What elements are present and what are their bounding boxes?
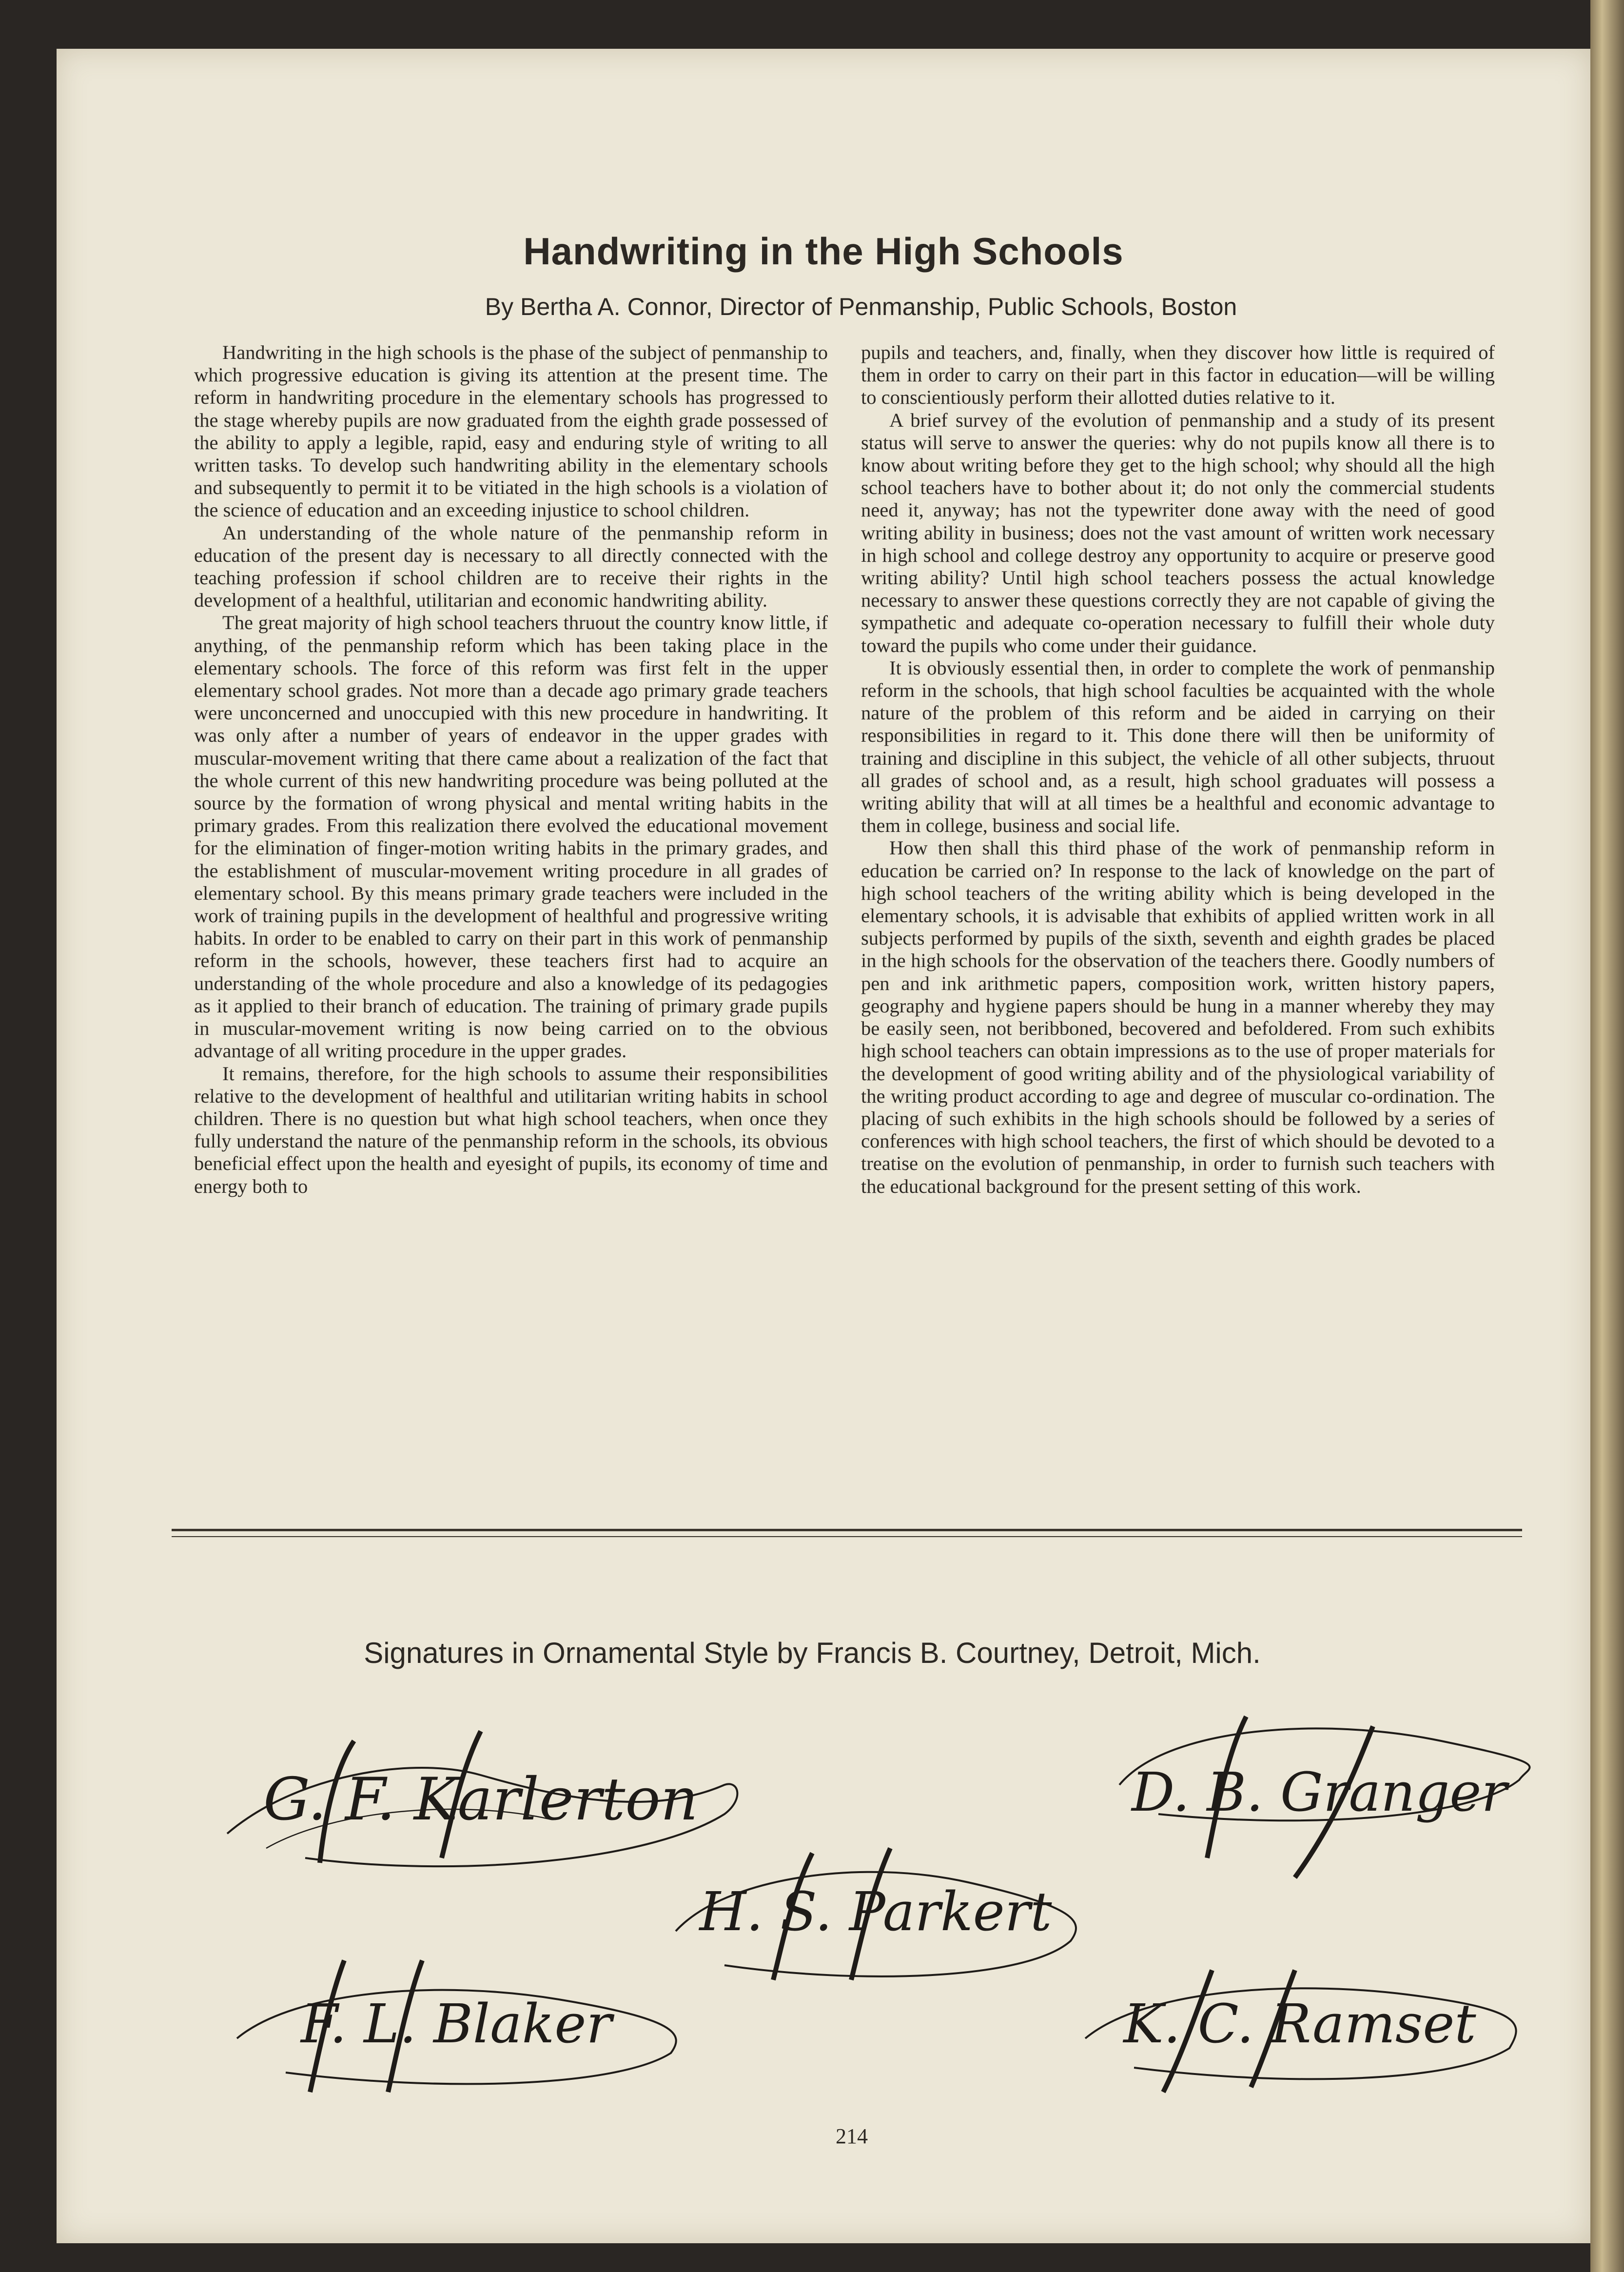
left-paragraph-1: Handwriting in the high schools is the phase of the subject of penmanship to which progressive education is giving its attention at the present time. The reform in handwriting procedure in the elementary schools has progressed to the stage whereby pupils are now graduated from the eighth grade possessed of the ability to apply a legible, rapid, easy and enduring style of writing to all written tasks. To develop such handwriting ability in the elementary schools and subsequently to permit it to be vitiated in the high schools is a violation of the science of education and an exceeding injustice to school children. xyxy=(194,341,828,521)
signature-granger xyxy=(1100,1697,1539,1887)
right-paragraph-4: How then shall this third phase of the work of penmanship reform in education be carried on? In response to the lack of knowledge on the part of high school teachers of the writing ability which is being developed in the elementary schools, it is advisable that exhibits of applied written work in all subjects performed by pupils of the sixth, seventh and eighth grades be placed in the high schools for the observation of the teachers there. Goodly numbers of pen and ink arithmetic papers, composition work, written history papers, geography and hygiene papers should be hung in a manner whereby they may be easily seen, not beribboned, becovered and befoldered. From such exhibits high school teachers can obtain impressions as to the use of proper materials for the development of good writing ability and of the physiological variability of the writing product according to age and degree of muscular co-ordination. The placing of such exhibits in the high schools should be followed by a series of conferences with high school teachers, the first of which should be devoted to a treatise on the evolution of penmanship, in order to furnish such teachers with the educational background for the present setting of this work. xyxy=(861,837,1495,1197)
page-number: 214 xyxy=(836,2124,868,2148)
signature-ramset xyxy=(1066,1941,1534,2107)
signature-text: G. F. Karlerton xyxy=(263,1765,698,1834)
book-spine xyxy=(1590,0,1624,2272)
signature-text: D. B. Granger xyxy=(1132,1761,1507,1823)
signatures-caption: Signatures in Ornamental Style by Francis B. Courtney, Detroit, Mich. xyxy=(364,1637,1261,1669)
left-paragraph-4: It remains, therefore, for the high schools to assume their responsibilities relative to the development of healthful and utilitarian writing habits in school children. There is no question but what high school teachers, when once they fully understand the nature of the penmanship reform in the schools, its obvious beneficial effect upon the health and eyesight of pupils, its economy of time and energy both to xyxy=(194,1062,828,1197)
page-sheet xyxy=(57,49,1590,2243)
article-byline: By Bertha A. Connor, Director of Penmanship, Public Schools, Boston xyxy=(485,293,1237,320)
signature-blaker xyxy=(217,1941,695,2107)
left-paragraph-2: An understanding of the whole nature of the penmanship reform in education of the present day is necessary to all directly connected with the teaching profession if school children are to receive their rights in the development of a healthful, utilitarian and economic handwriting ability. xyxy=(194,521,828,612)
article-title: Handwriting in the High Schools xyxy=(523,230,1124,273)
signature-text: H. S. Parkert xyxy=(699,1880,1052,1943)
right-paragraph-2: A brief survey of the evolution of penmanship and a study of its present status will serve to answer the queries: why do not pupils know all there is to know about writing before they get to the high school; why should all the high school teachers have to bother about it; do not only the commercial students need it, anyway; has not the typewriter done away with the need of good writing ability in business; does not the vast amount of written work necessary in high school and college destroy any opportunity to acquire or preserve good writing ability? Until high school teachers possess the actual knowledge necessary to answer these questions correctly they are not capable of giving the sympathetic and adequate co-operation necessary to fulfill their whole duty toward the pupils who come under their guidance. xyxy=(861,409,1495,656)
right-paragraph-3: It is obviously essential then, in order to complete the work of penmanship reform in the schools, that high school faculties be acquainted with the whole nature of the problem of this reform and be aided in carrying on their responsibilities in regard to it. This done there will then be uniformity of training and discipline in this subject, the vehicle of all other subjects, thruout all grades of school and, as a result, high school graduates will possess a writing ability that will at all times be a healthful and economic advantage to them in college, business and social life. xyxy=(861,656,1495,837)
signature-text: F. L. Blaker xyxy=(300,1993,612,2055)
signature-text: K. C. Ramset xyxy=(1123,1993,1476,2055)
right-column xyxy=(861,341,1495,1198)
left-paragraph-3: The great majority of high school teachers thruout the country know little, if anything, of the penmanship reform which has been taking place in the elementary schools. The force of this reform was first felt in the upper elementary school grades. Not more than a decade ago primary grade teachers were unconcerned and unoccupied with this new procedure in handwriting. It was only after a number of years of endeavor in the upper grades with muscular-movement writing that there came about a realization of the fact that the whole current of this new handwriting procedure was being polluted at the source by the formation of wrong physical and mental writing habits in the primary grades. From this realization there evolved the educational movement for the elimination of finger-motion writing habits in the primary grades, and the establishment of muscular-movement writing procedure in all grades of elementary school. By this means primary grade teachers were included in the work of training pupils in the development of healthful and progressive writing habits. In order to be enabled to carry on their part in this work of penmanship reform in the schools, however, these teachers first had to acquire an understanding of the whole procedure and also a knowledge of its pedagogies as it applied to their branch of education. The training of primary grade pupils in muscular-movement writing is now being carried on to the obvious advantage of all writing procedure in the upper grades. xyxy=(194,612,828,1062)
section-divider xyxy=(172,1529,1522,1537)
left-column xyxy=(194,341,828,1198)
signature-parkert xyxy=(656,1824,1095,1999)
right-paragraph-1: pupils and teachers, and, finally, when they discover how little is required of them in order to carry on their part in this factor in education—will be willing to conscientiously perform their allotted duties relative to it. xyxy=(861,341,1495,409)
